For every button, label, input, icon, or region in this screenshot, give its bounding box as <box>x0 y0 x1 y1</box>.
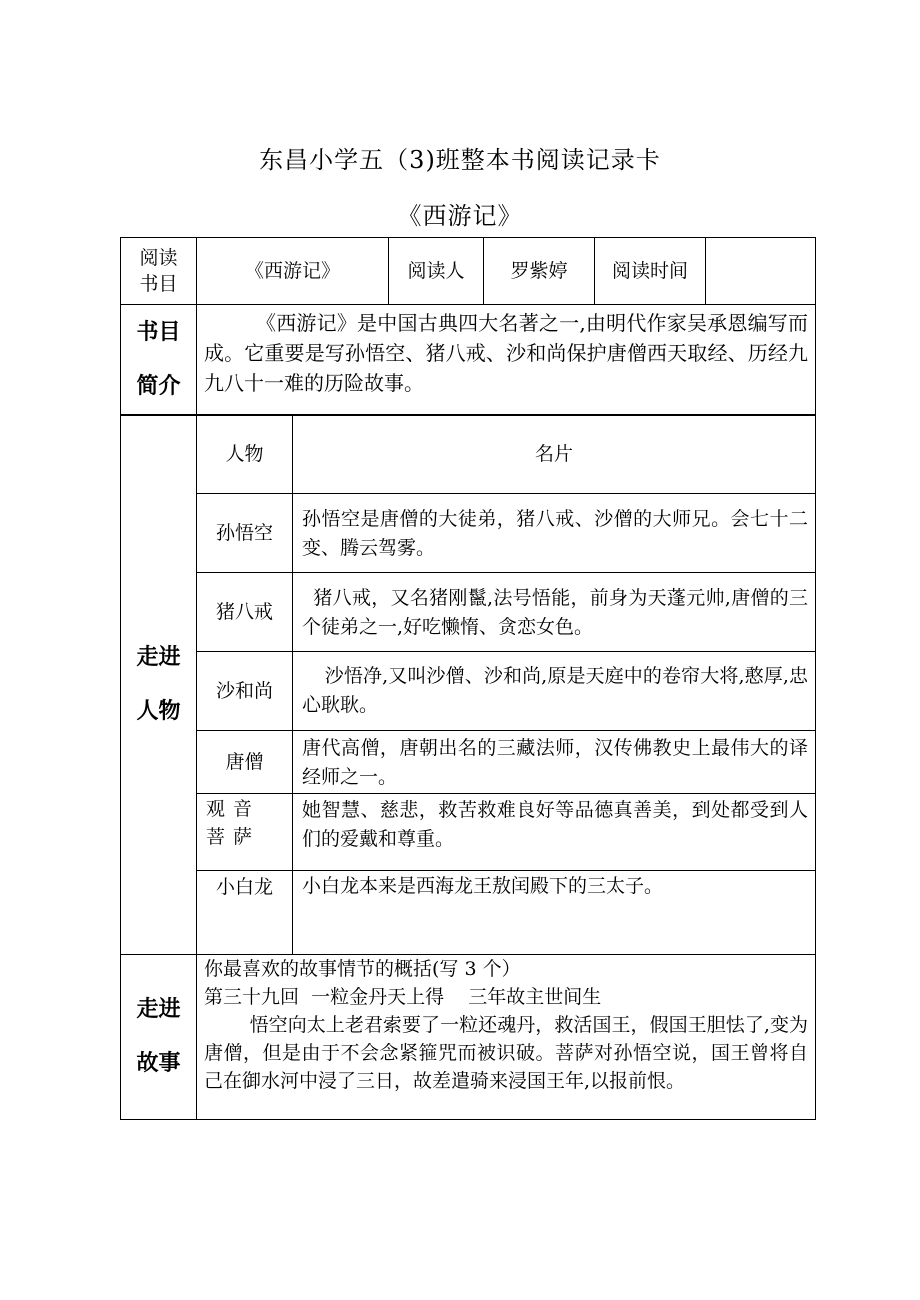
intro-label-line1: 书目 <box>136 319 181 345</box>
story-prompt: 你最喜欢的故事情节的概括(写 3 个） <box>204 958 521 980</box>
character-card: 猪八戒，又名猪刚鬣,法号悟能，前身为天蓬元帅,唐僧的三个徒弟之一,好吃懒惰、贪恋女色。 <box>302 587 808 638</box>
book-title: 《西游记》 <box>244 259 340 282</box>
characters-label-line2: 人物 <box>136 699 181 724</box>
col-header-card: 名片 <box>534 443 573 465</box>
book-label <box>121 238 196 304</box>
intro-label-line2: 简介 <box>136 373 181 399</box>
col-header-name: 人物 <box>225 443 264 465</box>
character-name: 唐僧 <box>225 750 264 773</box>
character-card: 沙悟净,又叫沙僧、沙和尚,原是天庭中的卷帘大将,憨厚,忠心耿耿。 <box>302 665 808 716</box>
reading-time-value <box>706 238 815 304</box>
story-chapter-title: 第三十九回 一粒金丹天上得 三年故主世间生 <box>204 986 602 1008</box>
book-intro-text: 《西游记》是中国古典四大名著之一,由明代作家吴承恩编写而成。它重要是写孙悟空、猪八戒、沙和尚保护唐僧西天取经、历经九九八十一难的历险故事。 <box>204 311 808 395</box>
story-label-line1: 走进 <box>136 997 181 1022</box>
character-card: 她智慧、慈悲，救苦救难良好等品德真善美，到处都受到人们的爱戴和尊重。 <box>302 799 808 850</box>
story-summary: 悟空向太上老君索要了一粒还魂丹，救活国王，假国王胆怯了,变为唐僧，但是由于不会念紧箍咒而被识破。菩萨对孙悟空说，国王曾将自己在御水河中浸了三日，故差遣骑来浸国王年,以报前恨。 <box>204 1014 808 1092</box>
character-name: 小白龙 <box>215 875 273 898</box>
character-card: 小白龙本来是西海龙王敖闰殿下的三太子。 <box>302 875 664 897</box>
story-label-line2: 故事 <box>136 1051 181 1076</box>
page-subtitle: 《西游记》 <box>397 202 523 230</box>
reader-name: 罗紫婷 <box>510 259 568 282</box>
characters-label <box>121 416 196 954</box>
page-title: 东昌小学五（3)班整本书阅读记录卡 <box>259 146 661 174</box>
book-label-line1: 阅读 <box>139 247 178 269</box>
character-card: 孙悟空是唐僧的大徒弟，猪八戒、沙僧的大师兄。会七十二变、腾云驾雾。 <box>302 508 808 559</box>
character-name: 孙悟空 <box>215 521 273 544</box>
character-card: 唐代高僧，唐朝出名的三藏法师，汉传佛教史上最伟大的译经师之一。 <box>302 737 808 788</box>
character-name: 沙和尚 <box>215 679 273 702</box>
book-label-line2: 书目 <box>139 273 178 295</box>
intro-label <box>121 305 196 414</box>
story-label <box>121 955 196 1119</box>
reader-label: 阅读人 <box>407 259 465 282</box>
character-name: 观音菩萨 <box>206 798 261 848</box>
reading-time-label: 阅读时间 <box>611 259 688 282</box>
character-name: 猪八戒 <box>215 600 273 623</box>
characters-label-line1: 走进 <box>136 645 181 670</box>
